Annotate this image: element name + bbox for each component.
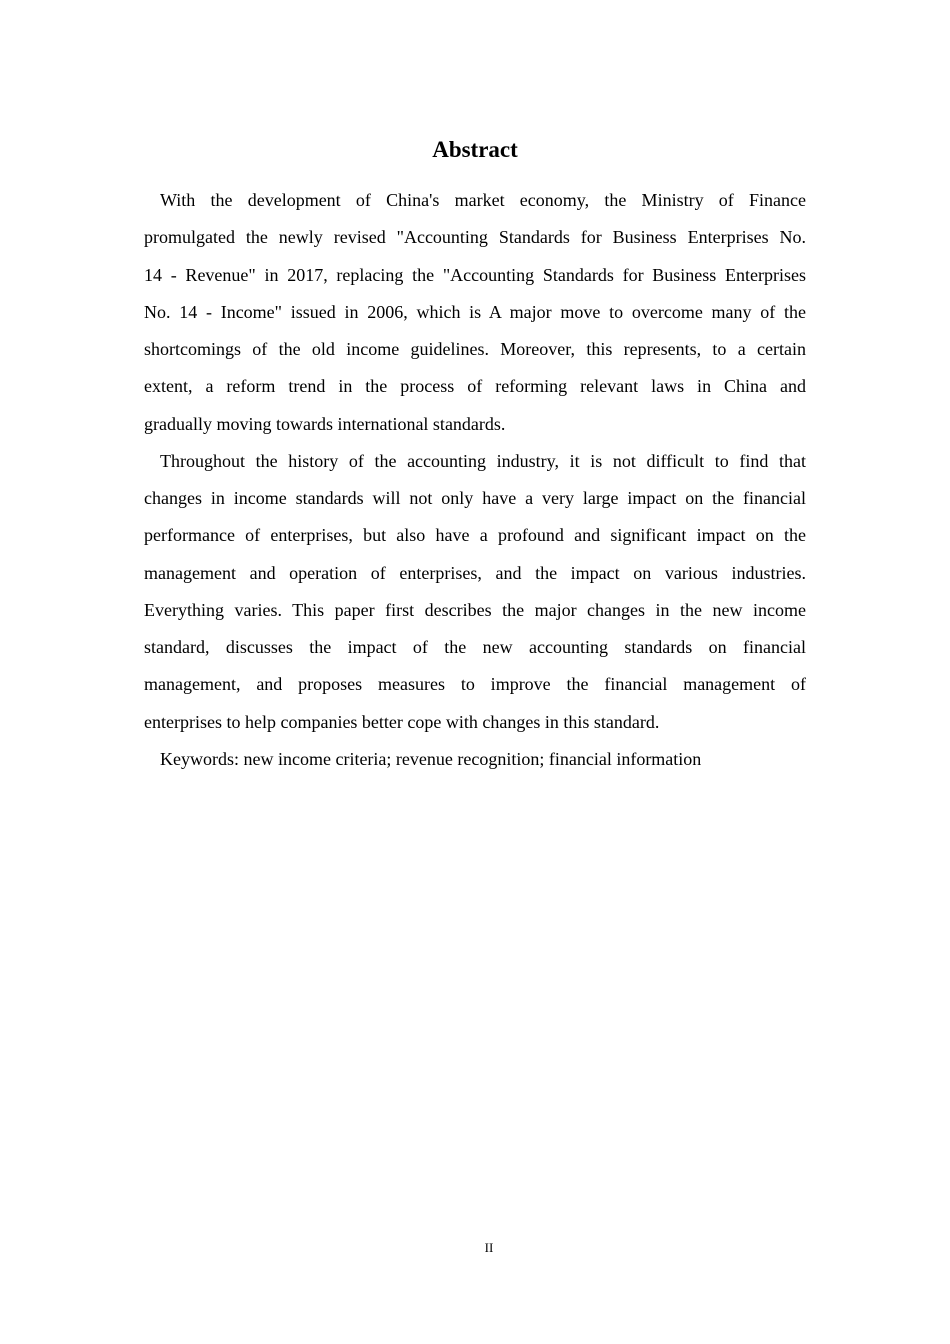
text-line: Throughout the history of the accounting industry, it is not difficult to find that [160, 450, 806, 471]
text-line: promulgated the newly revised "Accounting Standards for Business Enterprises No. [144, 227, 806, 248]
text-line: Everything varies. This paper first describes the major changes in the new income [144, 599, 806, 620]
abstract-body [144, 182, 806, 778]
text-line: management and operation of enterprises, and the impact on various industries. [144, 562, 806, 583]
text-line: changes in income standards will not only have a very large impact on the financial [144, 488, 806, 508]
page-title: Abstract [432, 137, 518, 162]
text-line: extent, a reform trend in the process of reforming relevant laws in China and [144, 376, 806, 397]
paragraph-2 [144, 443, 806, 741]
text-line: 14 - Revenue" in 2017, replacing the "Accounting Standards for Business Enterprises [144, 264, 806, 285]
text-line: gradually moving towards international standards. [144, 413, 506, 434]
text-line: shortcomings of the old income guidelines. Moreover, this represents, to a certain [144, 339, 806, 359]
text-line: standard, discusses the impact of the new accounting standards on financial [144, 637, 806, 657]
text-line: enterprises to help companies better cope with changes in this standard. [144, 711, 660, 732]
text-line: performance of enterprises, but also have a profound and significant impact on the [144, 525, 806, 546]
text-line: With the development of China's market economy, the Ministry of Finance [160, 190, 806, 210]
page-number: II [484, 1240, 494, 1255]
text-line: management, and proposes measures to improve the financial management of [144, 674, 806, 695]
keywords: Keywords: new income criteria; revenue recognition; financial information [160, 748, 702, 769]
text-line: No. 14 - Income" issued in 2006, which is A major move to overcome many of the [144, 301, 806, 322]
paragraph-1 [144, 182, 806, 443]
